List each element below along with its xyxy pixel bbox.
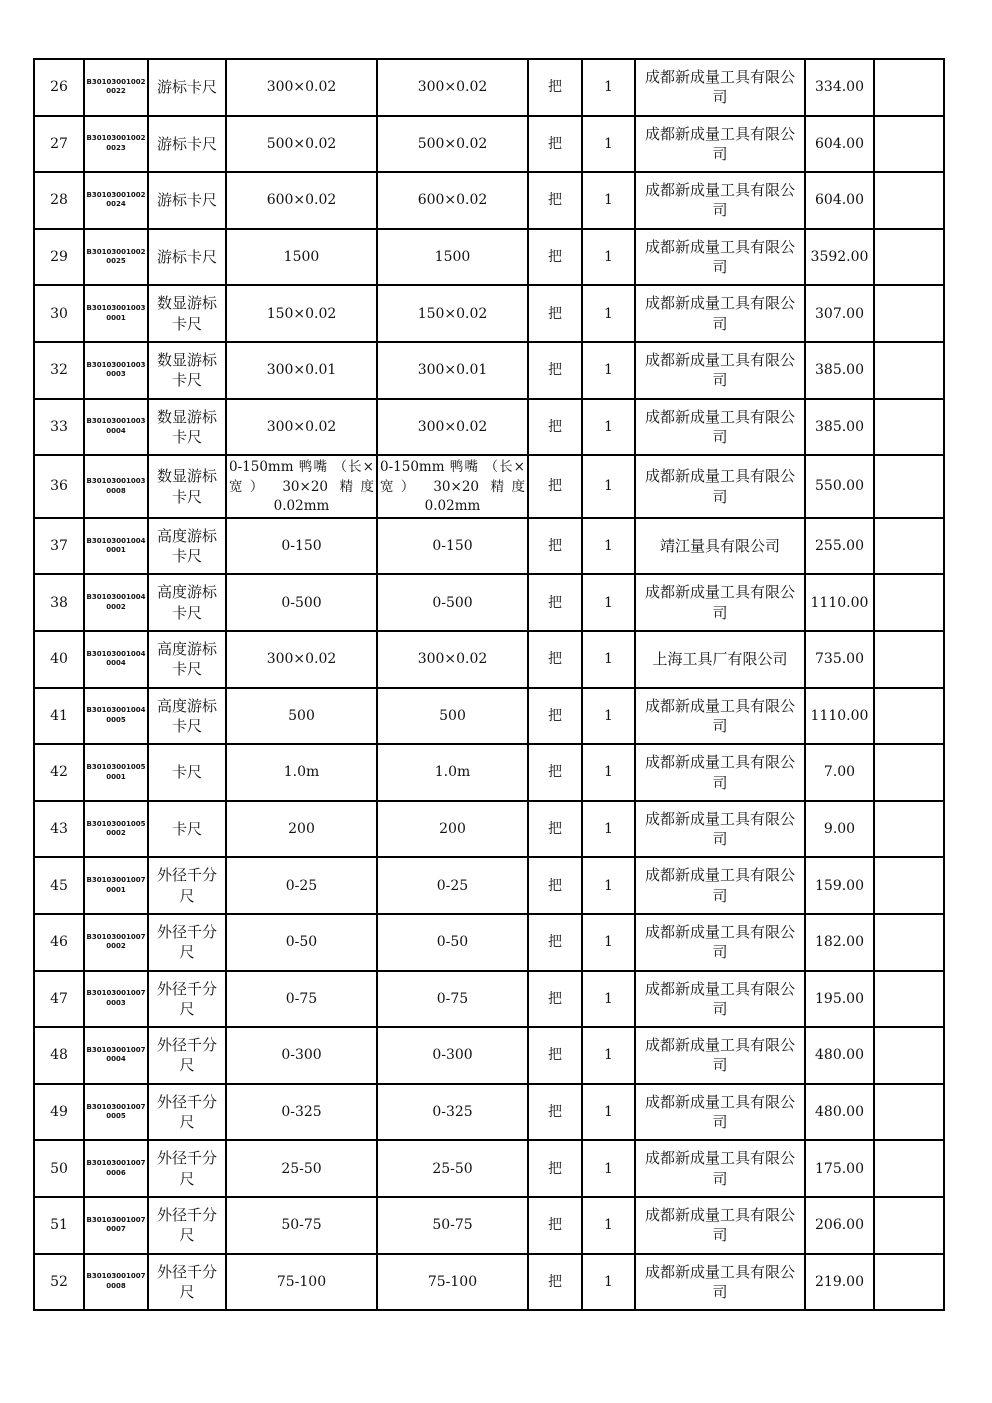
remark-cell xyxy=(874,116,944,173)
table-row xyxy=(34,518,944,575)
specification-cell: 0-150 xyxy=(226,518,377,575)
material-code-cell: B301030010020025 xyxy=(84,229,148,286)
row-number-cell: 28 xyxy=(34,172,84,229)
item-name-cell: 高度游标卡尺 xyxy=(148,631,226,688)
remark-cell xyxy=(874,801,944,858)
quantity-cell: 1 xyxy=(582,688,635,745)
price-cell: 3592.00 xyxy=(805,229,874,286)
material-code-cell: B301030010070003 xyxy=(84,971,148,1028)
item-name-cell: 外径千分尺 xyxy=(148,1140,226,1197)
quantity-cell: 1 xyxy=(582,1254,635,1311)
row-number-cell: 38 xyxy=(34,574,84,631)
supplier-cell: 成都新成量工具有限公司 xyxy=(635,744,805,801)
price-cell: 1110.00 xyxy=(805,688,874,745)
table-row xyxy=(34,688,944,745)
unit-cell: 把 xyxy=(528,1027,582,1084)
row-number-cell: 49 xyxy=(34,1084,84,1141)
unit-cell: 把 xyxy=(528,971,582,1028)
remark-cell xyxy=(874,455,944,518)
row-number-cell: 48 xyxy=(34,1027,84,1084)
material-code-cell: B301030010030004 xyxy=(84,399,148,456)
price-cell: 206.00 xyxy=(805,1197,874,1254)
remark-cell xyxy=(874,342,944,399)
row-number-cell: 42 xyxy=(34,744,84,801)
remark-cell xyxy=(874,285,944,342)
row-number-cell: 36 xyxy=(34,455,84,518)
supplier-cell: 成都新成量工具有限公司 xyxy=(635,1197,805,1254)
remark-cell xyxy=(874,1084,944,1141)
item-name-cell: 游标卡尺 xyxy=(148,116,226,173)
remark-cell xyxy=(874,744,944,801)
supplier-cell: 成都新成量工具有限公司 xyxy=(635,574,805,631)
remark-cell xyxy=(874,1140,944,1197)
remark-cell xyxy=(874,1254,944,1311)
supplier-cell: 成都新成量工具有限公司 xyxy=(635,1140,805,1197)
item-name-cell: 外径千分尺 xyxy=(148,1197,226,1254)
price-cell: 195.00 xyxy=(805,971,874,1028)
supplier-cell: 成都新成量工具有限公司 xyxy=(635,116,805,173)
table-row xyxy=(34,1197,944,1254)
model-cell: 0-150 xyxy=(377,518,528,575)
row-number-cell: 29 xyxy=(34,229,84,286)
specification-cell: 0-300 xyxy=(226,1027,377,1084)
quantity-cell: 1 xyxy=(582,285,635,342)
remark-cell xyxy=(874,688,944,745)
model-cell: 300×0.01 xyxy=(377,342,528,399)
row-number-cell: 45 xyxy=(34,857,84,914)
unit-cell: 把 xyxy=(528,342,582,399)
item-name-cell: 外径千分尺 xyxy=(148,914,226,971)
table-row xyxy=(34,455,944,518)
row-number-cell: 27 xyxy=(34,116,84,173)
model-cell: 300×0.02 xyxy=(377,631,528,688)
unit-cell: 把 xyxy=(528,1197,582,1254)
row-number-cell: 32 xyxy=(34,342,84,399)
unit-cell: 把 xyxy=(528,116,582,173)
price-cell: 550.00 xyxy=(805,455,874,518)
remark-cell xyxy=(874,59,944,116)
supplier-cell: 成都新成量工具有限公司 xyxy=(635,229,805,286)
unit-cell: 把 xyxy=(528,744,582,801)
material-code-cell: B301030010040004 xyxy=(84,631,148,688)
table-row xyxy=(34,857,944,914)
material-code-cell: B301030010070008 xyxy=(84,1254,148,1311)
table-row xyxy=(34,59,944,116)
supplier-cell: 上海工具厂有限公司 xyxy=(635,631,805,688)
table-row xyxy=(34,801,944,858)
quantity-cell: 1 xyxy=(582,971,635,1028)
specification-cell: 150×0.02 xyxy=(226,285,377,342)
table-row xyxy=(34,914,944,971)
item-name-cell: 数显游标卡尺 xyxy=(148,455,226,518)
row-number-cell: 43 xyxy=(34,801,84,858)
price-table xyxy=(33,58,945,1311)
specification-cell: 25-50 xyxy=(226,1140,377,1197)
model-cell: 150×0.02 xyxy=(377,285,528,342)
price-cell: 255.00 xyxy=(805,518,874,575)
item-name-cell: 游标卡尺 xyxy=(148,229,226,286)
unit-cell: 把 xyxy=(528,399,582,456)
unit-cell: 把 xyxy=(528,1254,582,1311)
table-row xyxy=(34,285,944,342)
unit-cell: 把 xyxy=(528,914,582,971)
quantity-cell: 1 xyxy=(582,744,635,801)
price-cell: 385.00 xyxy=(805,342,874,399)
item-name-cell: 游标卡尺 xyxy=(148,172,226,229)
unit-cell: 把 xyxy=(528,229,582,286)
price-cell: 9.00 xyxy=(805,801,874,858)
model-cell: 300×0.02 xyxy=(377,399,528,456)
row-number-cell: 50 xyxy=(34,1140,84,1197)
supplier-cell: 成都新成量工具有限公司 xyxy=(635,971,805,1028)
remark-cell xyxy=(874,229,944,286)
table-row xyxy=(34,116,944,173)
remark-cell xyxy=(874,914,944,971)
row-number-cell: 47 xyxy=(34,971,84,1028)
model-cell: 0-300 xyxy=(377,1027,528,1084)
price-cell: 480.00 xyxy=(805,1027,874,1084)
unit-cell: 把 xyxy=(528,688,582,745)
specification-cell: 300×0.02 xyxy=(226,631,377,688)
specification-cell: 0-325 xyxy=(226,1084,377,1141)
price-cell: 1110.00 xyxy=(805,574,874,631)
supplier-cell: 靖江量具有限公司 xyxy=(635,518,805,575)
item-name-cell: 卡尺 xyxy=(148,801,226,858)
supplier-cell: 成都新成量工具有限公司 xyxy=(635,801,805,858)
model-cell: 500×0.02 xyxy=(377,116,528,173)
specification-cell: 1500 xyxy=(226,229,377,286)
row-number-cell: 40 xyxy=(34,631,84,688)
row-number-cell: 37 xyxy=(34,518,84,575)
specification-cell: 0-75 xyxy=(226,971,377,1028)
table-row xyxy=(34,971,944,1028)
remark-cell xyxy=(874,857,944,914)
supplier-cell: 成都新成量工具有限公司 xyxy=(635,59,805,116)
model-cell: 50-75 xyxy=(377,1197,528,1254)
material-code-cell: B301030010070001 xyxy=(84,857,148,914)
model-cell: 0-50 xyxy=(377,914,528,971)
supplier-cell: 成都新成量工具有限公司 xyxy=(635,1254,805,1311)
price-cell: 604.00 xyxy=(805,116,874,173)
table-row xyxy=(34,744,944,801)
supplier-cell: 成都新成量工具有限公司 xyxy=(635,1084,805,1141)
item-name-cell: 外径千分尺 xyxy=(148,971,226,1028)
material-code-cell: B301030010020024 xyxy=(84,172,148,229)
table-row xyxy=(34,1254,944,1311)
price-cell: 219.00 xyxy=(805,1254,874,1311)
supplier-cell: 成都新成量工具有限公司 xyxy=(635,342,805,399)
material-code-cell: B301030010070002 xyxy=(84,914,148,971)
price-cell: 480.00 xyxy=(805,1084,874,1141)
unit-cell: 把 xyxy=(528,518,582,575)
item-name-cell: 数显游标卡尺 xyxy=(148,285,226,342)
remark-cell xyxy=(874,574,944,631)
supplier-cell: 成都新成量工具有限公司 xyxy=(635,914,805,971)
specification-cell: 200 xyxy=(226,801,377,858)
remark-cell xyxy=(874,1027,944,1084)
item-name-cell: 外径千分尺 xyxy=(148,1084,226,1141)
row-number-cell: 52 xyxy=(34,1254,84,1311)
remark-cell xyxy=(874,399,944,456)
material-code-cell: B301030010030003 xyxy=(84,342,148,399)
supplier-cell: 成都新成量工具有限公司 xyxy=(635,285,805,342)
row-number-cell: 46 xyxy=(34,914,84,971)
remark-cell xyxy=(874,631,944,688)
supplier-cell: 成都新成量工具有限公司 xyxy=(635,172,805,229)
specification-cell: 50-75 xyxy=(226,1197,377,1254)
table-row xyxy=(34,1084,944,1141)
material-code-cell: B301030010040001 xyxy=(84,518,148,575)
specification-cell: 1.0m xyxy=(226,744,377,801)
quantity-cell: 1 xyxy=(582,229,635,286)
supplier-cell: 成都新成量工具有限公司 xyxy=(635,688,805,745)
item-name-cell: 高度游标卡尺 xyxy=(148,688,226,745)
item-name-cell: 外径千分尺 xyxy=(148,1027,226,1084)
item-name-cell: 外径千分尺 xyxy=(148,857,226,914)
model-cell: 1.0m xyxy=(377,744,528,801)
unit-cell: 把 xyxy=(528,285,582,342)
quantity-cell: 1 xyxy=(582,342,635,399)
specification-cell: 500 xyxy=(226,688,377,745)
supplier-cell: 成都新成量工具有限公司 xyxy=(635,455,805,518)
quantity-cell: 1 xyxy=(582,574,635,631)
specification-cell: 0-150mm 鸭嘴 （长×宽） 30×20 精度0.02mm xyxy=(226,455,377,518)
material-code-cell: B301030010020022 xyxy=(84,59,148,116)
unit-cell: 把 xyxy=(528,1140,582,1197)
specification-cell: 600×0.02 xyxy=(226,172,377,229)
model-cell: 0-25 xyxy=(377,857,528,914)
unit-cell: 把 xyxy=(528,857,582,914)
unit-cell: 把 xyxy=(528,631,582,688)
model-cell: 0-75 xyxy=(377,971,528,1028)
quantity-cell: 1 xyxy=(582,857,635,914)
material-code-cell: B301030010040005 xyxy=(84,688,148,745)
table-row xyxy=(34,1140,944,1197)
unit-cell: 把 xyxy=(528,59,582,116)
material-code-cell: B301030010050001 xyxy=(84,744,148,801)
item-name-cell: 高度游标卡尺 xyxy=(148,518,226,575)
model-cell: 600×0.02 xyxy=(377,172,528,229)
item-name-cell: 数显游标卡尺 xyxy=(148,399,226,456)
model-cell: 0-500 xyxy=(377,574,528,631)
unit-cell: 把 xyxy=(528,574,582,631)
table-row xyxy=(34,574,944,631)
price-cell: 604.00 xyxy=(805,172,874,229)
material-code-cell: B301030010070007 xyxy=(84,1197,148,1254)
quantity-cell: 1 xyxy=(582,399,635,456)
table-row xyxy=(34,229,944,286)
material-code-cell: B301030010070005 xyxy=(84,1084,148,1141)
specification-cell: 75-100 xyxy=(226,1254,377,1311)
price-cell: 182.00 xyxy=(805,914,874,971)
price-cell: 307.00 xyxy=(805,285,874,342)
quantity-cell: 1 xyxy=(582,518,635,575)
model-cell: 0-150mm 鸭嘴 （长×宽） 30×20 精度0.02mm xyxy=(377,455,528,518)
unit-cell: 把 xyxy=(528,1084,582,1141)
table-row xyxy=(34,1027,944,1084)
model-cell: 1500 xyxy=(377,229,528,286)
item-name-cell: 数显游标卡尺 xyxy=(148,342,226,399)
material-code-cell: B301030010020023 xyxy=(84,116,148,173)
unit-cell: 把 xyxy=(528,455,582,518)
quantity-cell: 1 xyxy=(582,914,635,971)
table-row xyxy=(34,399,944,456)
supplier-cell: 成都新成量工具有限公司 xyxy=(635,857,805,914)
remark-cell xyxy=(874,971,944,1028)
specification-cell: 500×0.02 xyxy=(226,116,377,173)
item-name-cell: 卡尺 xyxy=(148,744,226,801)
row-number-cell: 41 xyxy=(34,688,84,745)
material-code-cell: B301030010040002 xyxy=(84,574,148,631)
remark-cell xyxy=(874,1197,944,1254)
model-cell: 0-325 xyxy=(377,1084,528,1141)
table-row xyxy=(34,342,944,399)
remark-cell xyxy=(874,518,944,575)
row-number-cell: 30 xyxy=(34,285,84,342)
quantity-cell: 1 xyxy=(582,1084,635,1141)
quantity-cell: 1 xyxy=(582,455,635,518)
model-cell: 75-100 xyxy=(377,1254,528,1311)
row-number-cell: 51 xyxy=(34,1197,84,1254)
row-number-cell: 33 xyxy=(34,399,84,456)
model-cell: 500 xyxy=(377,688,528,745)
material-code-cell: B301030010070006 xyxy=(84,1140,148,1197)
remark-cell xyxy=(874,172,944,229)
quantity-cell: 1 xyxy=(582,172,635,229)
material-code-cell: B301030010070004 xyxy=(84,1027,148,1084)
supplier-cell: 成都新成量工具有限公司 xyxy=(635,399,805,456)
model-cell: 300×0.02 xyxy=(377,59,528,116)
quantity-cell: 1 xyxy=(582,631,635,688)
table-body xyxy=(34,59,944,1310)
quantity-cell: 1 xyxy=(582,1197,635,1254)
item-name-cell: 外径千分尺 xyxy=(148,1254,226,1311)
material-code-cell: B301030010050002 xyxy=(84,801,148,858)
price-cell: 334.00 xyxy=(805,59,874,116)
supplier-cell: 成都新成量工具有限公司 xyxy=(635,1027,805,1084)
model-cell: 25-50 xyxy=(377,1140,528,1197)
unit-cell: 把 xyxy=(528,801,582,858)
quantity-cell: 1 xyxy=(582,1027,635,1084)
specification-cell: 300×0.02 xyxy=(226,59,377,116)
quantity-cell: 1 xyxy=(582,59,635,116)
price-cell: 7.00 xyxy=(805,744,874,801)
specification-cell: 0-50 xyxy=(226,914,377,971)
quantity-cell: 1 xyxy=(582,1140,635,1197)
specification-cell: 0-500 xyxy=(226,574,377,631)
model-cell: 200 xyxy=(377,801,528,858)
table-row xyxy=(34,631,944,688)
price-cell: 735.00 xyxy=(805,631,874,688)
price-cell: 159.00 xyxy=(805,857,874,914)
material-code-cell: B301030010030008 xyxy=(84,455,148,518)
quantity-cell: 1 xyxy=(582,801,635,858)
price-cell: 175.00 xyxy=(805,1140,874,1197)
specification-cell: 300×0.01 xyxy=(226,342,377,399)
quantity-cell: 1 xyxy=(582,116,635,173)
price-cell: 385.00 xyxy=(805,399,874,456)
material-code-cell: B301030010030001 xyxy=(84,285,148,342)
specification-cell: 300×0.02 xyxy=(226,399,377,456)
table-row xyxy=(34,172,944,229)
item-name-cell: 游标卡尺 xyxy=(148,59,226,116)
row-number-cell: 26 xyxy=(34,59,84,116)
unit-cell: 把 xyxy=(528,172,582,229)
item-name-cell: 高度游标卡尺 xyxy=(148,574,226,631)
specification-cell: 0-25 xyxy=(226,857,377,914)
